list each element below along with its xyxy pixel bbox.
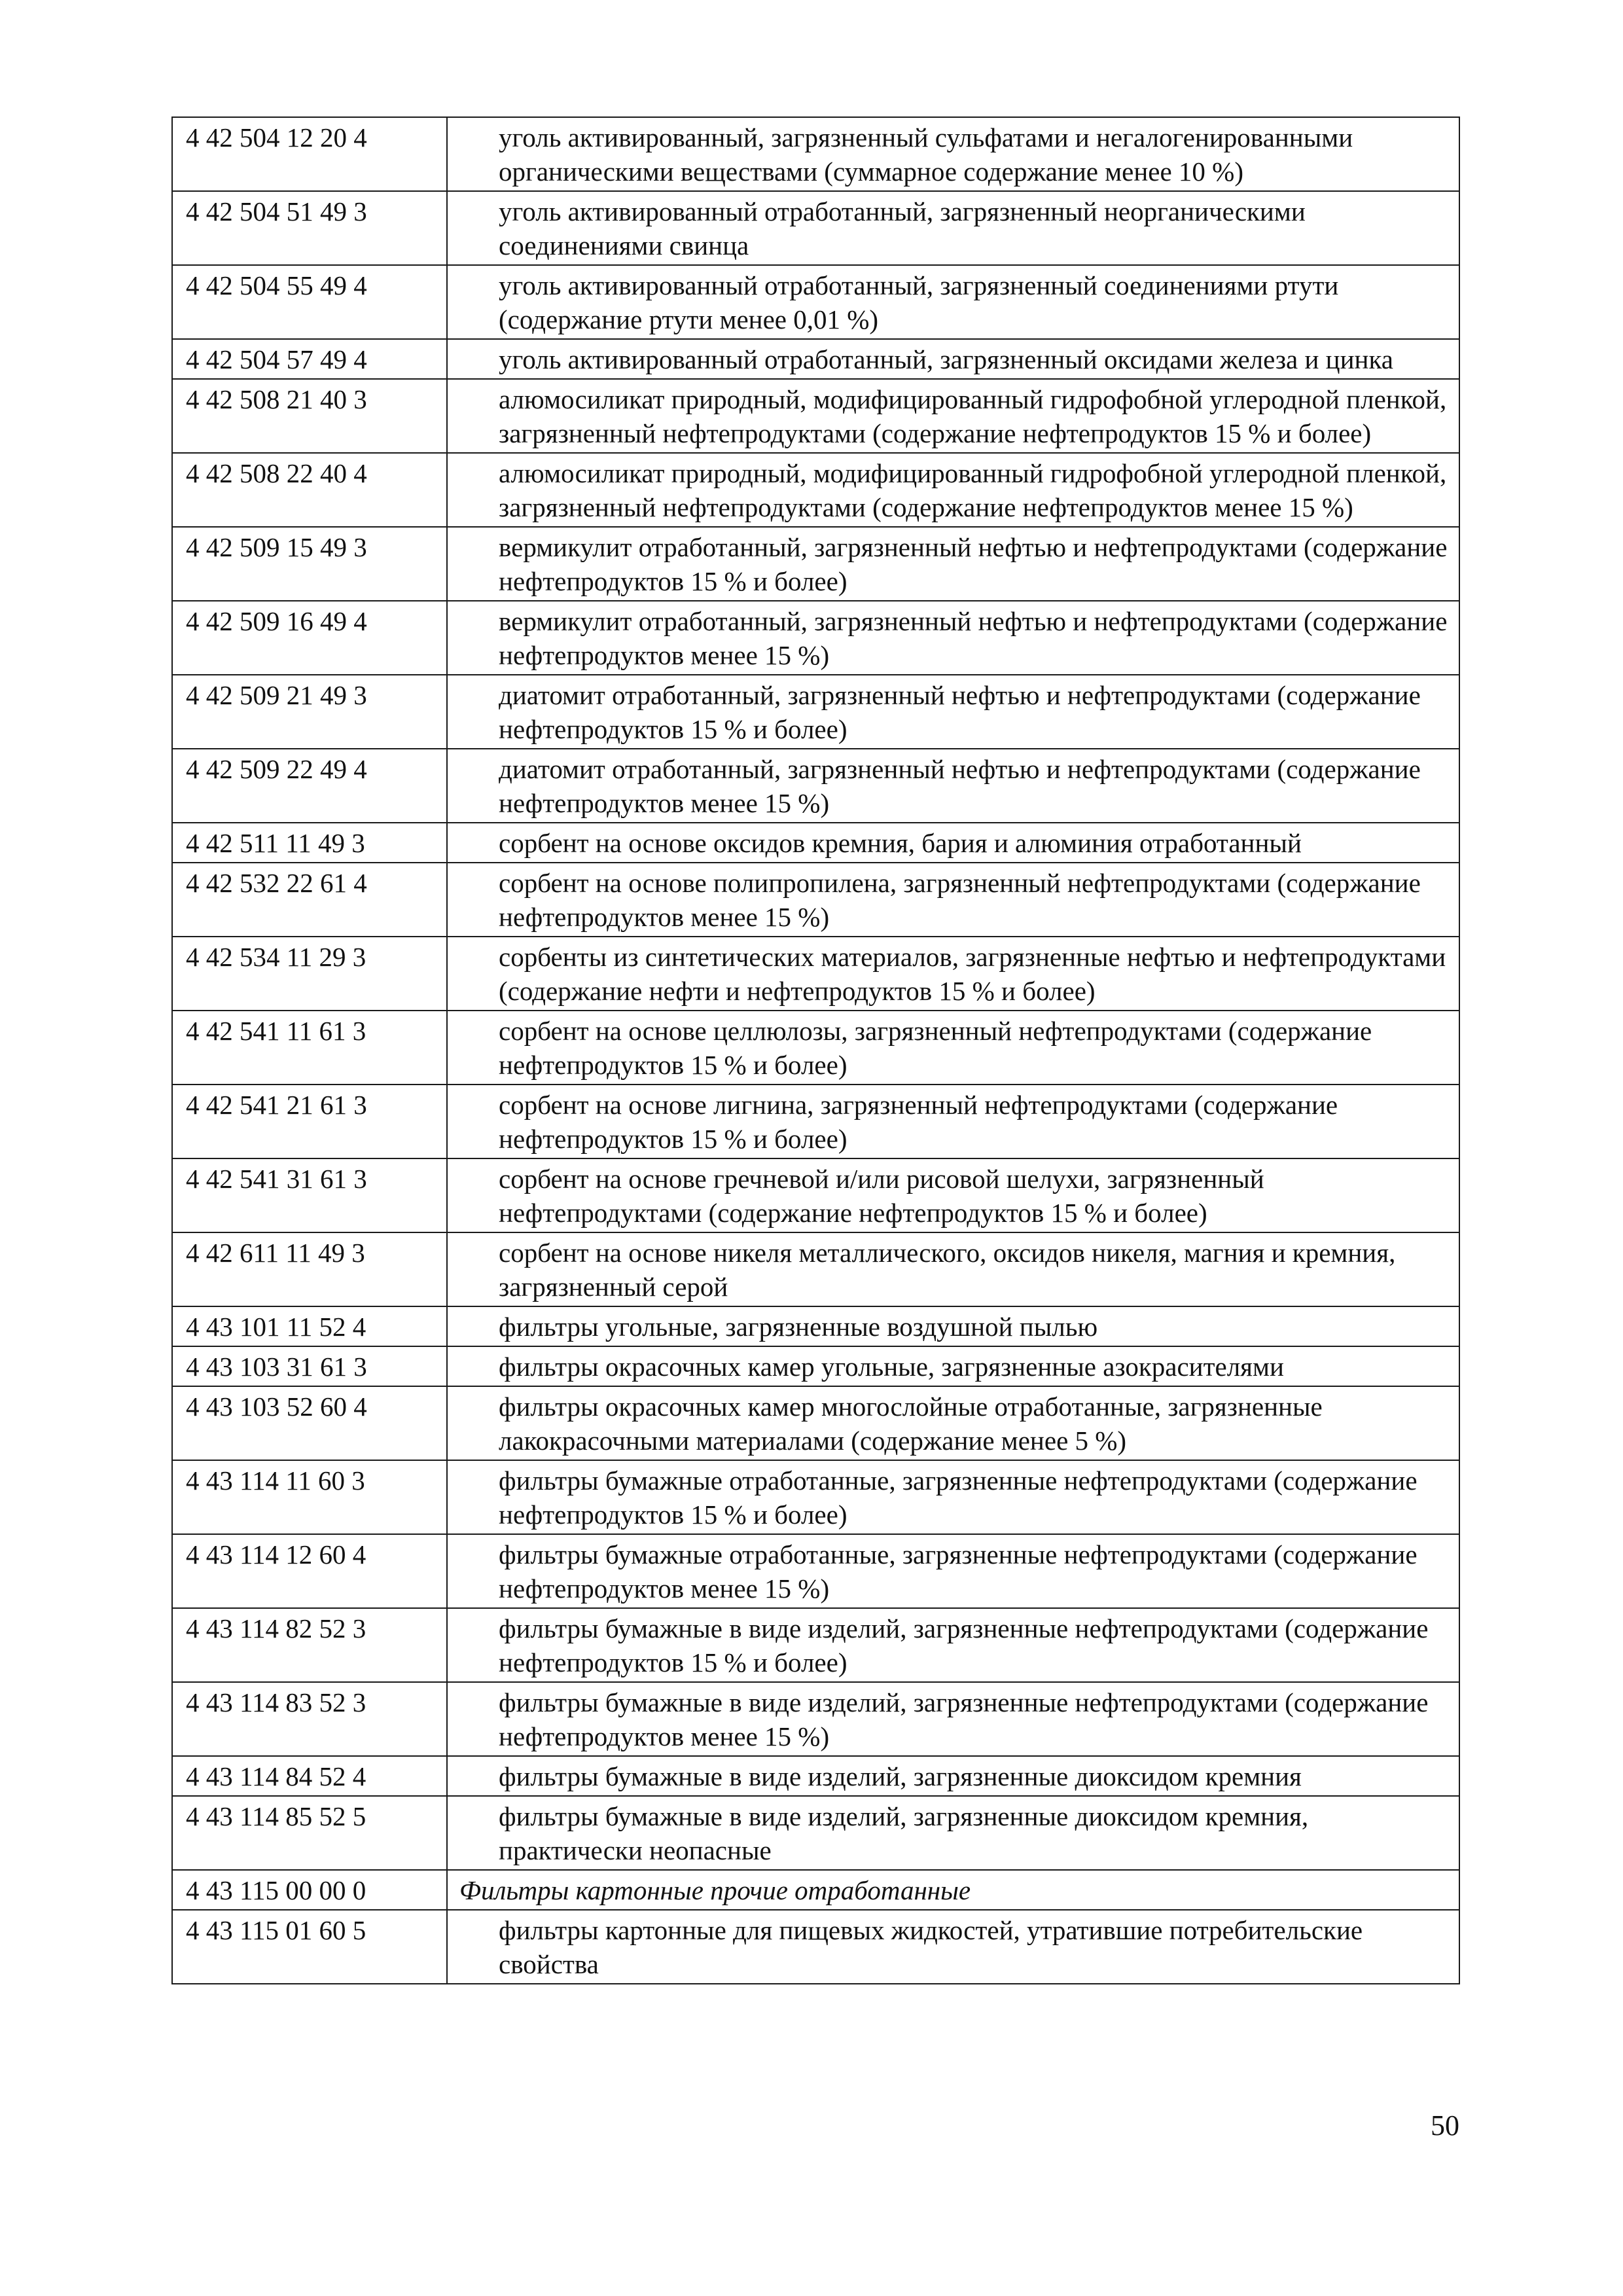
- waste-code-cell: 4 42 504 51 49 3: [172, 191, 447, 265]
- table-row: [172, 1346, 1459, 1386]
- table-row: [172, 1460, 1459, 1534]
- waste-code-cell: 4 42 532 22 61 4: [172, 863, 447, 937]
- waste-code-cell: 4 43 114 83 52 3: [172, 1682, 447, 1756]
- page-number: 50: [1431, 2109, 1459, 2142]
- table-row: [172, 1534, 1459, 1608]
- table-row: [172, 749, 1459, 823]
- waste-description-cell: фильтры окрасочных камер угольные, загрязненные азокрасителями: [447, 1346, 1459, 1386]
- table-row: [172, 601, 1459, 675]
- waste-code-cell: 4 43 103 52 60 4: [172, 1386, 447, 1460]
- waste-code-cell: 4 42 504 57 49 4: [172, 339, 447, 379]
- waste-description-cell: фильтры картонные для пищевых жидкостей, утратившие потребительские свойства: [447, 1910, 1459, 1984]
- table-row: [172, 191, 1459, 265]
- waste-description-cell: фильтры бумажные в виде изделий, загрязненные диоксидом кремния: [447, 1756, 1459, 1796]
- waste-code-cell: 4 42 541 31 61 3: [172, 1158, 447, 1232]
- waste-description-cell: фильтры бумажные в виде изделий, загрязненные диоксидом кремния, практически неопасные: [447, 1796, 1459, 1870]
- waste-description-cell: сорбент на основе гречневой и/или рисовой шелухи, загрязненный нефтепродуктами (содержание нефтепродуктов 15 % и более): [447, 1158, 1459, 1232]
- table-row: [172, 823, 1459, 863]
- waste-code-cell: 4 43 114 84 52 4: [172, 1756, 447, 1796]
- table-row: [172, 527, 1459, 601]
- waste-description-cell: фильтры бумажные в виде изделий, загрязненные нефтепродуктами (содержание нефтепродуктов 15 % и более): [447, 1608, 1459, 1682]
- table-body: [172, 117, 1459, 1984]
- waste-description-cell: диатомит отработанный, загрязненный нефтью и нефтепродуктами (содержание нефтепродуктов менее 15 %): [447, 749, 1459, 823]
- waste-description-cell: вермикулит отработанный, загрязненный нефтью и нефтепродуктами (содержание нефтепродуктов менее 15 %): [447, 601, 1459, 675]
- waste-description-cell: уголь активированный отработанный, загрязненный оксидами железа и цинка: [447, 339, 1459, 379]
- waste-description-cell: сорбент на основе лигнина, загрязненный нефтепродуктами (содержание нефтепродуктов 15 % и более): [447, 1085, 1459, 1158]
- waste-description-cell: сорбенты из синтетических материалов, загрязненные нефтью и нефтепродуктами (содержание нефти и нефтепродуктов 15 % и более): [447, 937, 1459, 1011]
- waste-description-cell: вермикулит отработанный, загрязненный нефтью и нефтепродуктами (содержание нефтепродуктов 15 % и более): [447, 527, 1459, 601]
- table-row: [172, 1011, 1459, 1085]
- waste-description-cell: диатомит отработанный, загрязненный нефтью и нефтепродуктами (содержание нефтепродуктов 15 % и более): [447, 675, 1459, 749]
- table-row: [172, 1910, 1459, 1984]
- waste-group-title-cell: Фильтры картонные прочие отработанные: [447, 1870, 1459, 1910]
- table-row: [172, 1756, 1459, 1796]
- table-row: [172, 1158, 1459, 1232]
- waste-code-cell: 4 43 114 11 60 3: [172, 1460, 447, 1534]
- table-row: [172, 1608, 1459, 1682]
- waste-code-cell: 4 42 504 12 20 4: [172, 117, 447, 191]
- table-row: [172, 265, 1459, 339]
- waste-code-cell: 4 42 504 55 49 4: [172, 265, 447, 339]
- table-row: [172, 1232, 1459, 1306]
- table-row: [172, 339, 1459, 379]
- table-row: [172, 1682, 1459, 1756]
- waste-description-cell: сорбент на основе оксидов кремния, бария и алюминия отработанный: [447, 823, 1459, 863]
- waste-description-cell: уголь активированный отработанный, загрязненный неорганическими соединениями свинца: [447, 191, 1459, 265]
- waste-description-cell: сорбент на основе никеля металлического, оксидов никеля, магния и кремния, загрязненный серой: [447, 1232, 1459, 1306]
- waste-description-cell: уголь активированный отработанный, загрязненный соединениями ртути (содержание ртути менее 0,01 %): [447, 265, 1459, 339]
- waste-code-cell: 4 42 611 11 49 3: [172, 1232, 447, 1306]
- waste-code-cell: 4 42 509 16 49 4: [172, 601, 447, 675]
- waste-description-cell: фильтры бумажные отработанные, загрязненные нефтепродуктами (содержание нефтепродуктов менее 15 %): [447, 1534, 1459, 1608]
- table-row: [172, 1306, 1459, 1346]
- waste-code-cell: 4 42 541 11 61 3: [172, 1011, 447, 1085]
- waste-code-cell: 4 43 114 82 52 3: [172, 1608, 447, 1682]
- waste-description-cell: фильтры окрасочных камер многослойные отработанные, загрязненные лакокрасочными материалами (содержание менее 5 %): [447, 1386, 1459, 1460]
- waste-description-cell: алюмосиликат природный, модифицированный гидрофобной углеродной пленкой, загрязненный нефтепродуктами (содержание нефтепродуктов 15 % и более): [447, 379, 1459, 453]
- waste-code-cell: 4 43 101 11 52 4: [172, 1306, 447, 1346]
- waste-code-cell: 4 43 114 12 60 4: [172, 1534, 447, 1608]
- waste-description-cell: сорбент на основе полипропилена, загрязненный нефтепродуктами (содержание нефтепродуктов менее 15 %): [447, 863, 1459, 937]
- waste-code-cell: 4 42 508 22 40 4: [172, 453, 447, 527]
- waste-code-cell: 4 43 115 01 60 5: [172, 1910, 447, 1984]
- waste-code-cell: 4 42 541 21 61 3: [172, 1085, 447, 1158]
- table-row: [172, 1870, 1459, 1910]
- waste-code-cell: 4 42 534 11 29 3: [172, 937, 447, 1011]
- table-row: [172, 1796, 1459, 1870]
- table-row: [172, 379, 1459, 453]
- table-row: [172, 117, 1459, 191]
- waste-code-cell: 4 43 103 31 61 3: [172, 1346, 447, 1386]
- table-row: [172, 863, 1459, 937]
- waste-description-cell: фильтры бумажные отработанные, загрязненные нефтепродуктами (содержание нефтепродуктов 15 % и более): [447, 1460, 1459, 1534]
- waste-code-cell: 4 42 508 21 40 3: [172, 379, 447, 453]
- waste-description-cell: фильтры бумажные в виде изделий, загрязненные нефтепродуктами (содержание нефтепродуктов менее 15 %): [447, 1682, 1459, 1756]
- waste-description-cell: сорбент на основе целлюлозы, загрязненный нефтепродуктами (содержание нефтепродуктов 15 % и более): [447, 1011, 1459, 1085]
- waste-code-cell: 4 43 114 85 52 5: [172, 1796, 447, 1870]
- waste-classification-table: [171, 117, 1460, 1984]
- waste-description-cell: фильтры угольные, загрязненные воздушной пылью: [447, 1306, 1459, 1346]
- table-row: [172, 675, 1459, 749]
- waste-code-cell: 4 42 509 21 49 3: [172, 675, 447, 749]
- waste-description-cell: уголь активированный, загрязненный сульфатами и негалогенированными органическими веществами (суммарное содержание менее 10 %): [447, 117, 1459, 191]
- waste-code-cell: 4 42 509 22 49 4: [172, 749, 447, 823]
- table-row: [172, 453, 1459, 527]
- table-row: [172, 1085, 1459, 1158]
- waste-code-cell: 4 42 509 15 49 3: [172, 527, 447, 601]
- table-row: [172, 1386, 1459, 1460]
- waste-code-cell: 4 43 115 00 00 0: [172, 1870, 447, 1910]
- waste-code-cell: 4 42 511 11 49 3: [172, 823, 447, 863]
- waste-description-cell: алюмосиликат природный, модифицированный гидрофобной углеродной пленкой, загрязненный нефтепродуктами (содержание нефтепродуктов менее 15 %): [447, 453, 1459, 527]
- table-row: [172, 937, 1459, 1011]
